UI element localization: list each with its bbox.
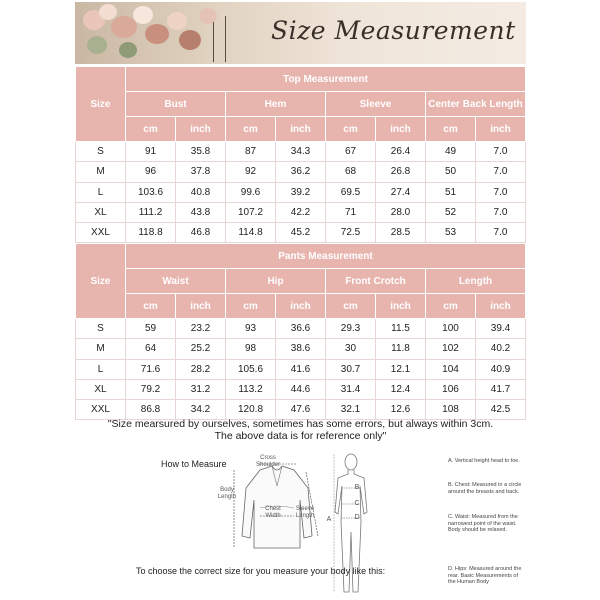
value-cell: 51 (426, 182, 476, 202)
value-cell: 26.4 (376, 142, 426, 162)
banner (75, 2, 526, 64)
value-cell: 41.6 (276, 359, 326, 379)
value-cell: 12.6 (376, 400, 426, 420)
size-header: Size (76, 244, 126, 319)
value-cell: 36.2 (276, 162, 326, 182)
value-cell: 39.2 (276, 182, 326, 202)
value-cell: 7.0 (476, 202, 526, 222)
value-cell: 7.0 (476, 182, 526, 202)
value-cell: 104 (426, 359, 476, 379)
value-cell: 28.2 (176, 359, 226, 379)
banner-title: Size Measurement (271, 16, 516, 45)
table-row (76, 400, 526, 420)
value-cell: 11.5 (376, 319, 426, 339)
group-header: Center Back Length (426, 92, 526, 117)
value-cell: 47.6 (276, 400, 326, 420)
value-cell: 30.7 (326, 359, 376, 379)
value-cell: 32.1 (326, 400, 376, 420)
unit-header: inch (476, 117, 526, 142)
value-cell: 98 (226, 339, 276, 359)
unit-header: cm (226, 117, 276, 142)
value-cell: 34.3 (276, 142, 326, 162)
value-cell: 36.6 (276, 319, 326, 339)
value-cell: 64 (126, 339, 176, 359)
value-cell: 113.2 (226, 379, 276, 399)
value-cell: 34.2 (176, 400, 226, 420)
figure-letter-b: B (354, 484, 360, 491)
value-cell: 7.0 (476, 223, 526, 243)
legend-item: A. Vertical height head to toe. (448, 458, 520, 464)
value-cell: 52 (426, 202, 476, 222)
value-cell: 11.8 (376, 339, 426, 359)
note-line: The above data is for reference only" (214, 430, 387, 442)
value-cell: 93 (226, 319, 276, 339)
unit-header: cm (126, 117, 176, 142)
body-figure-icon (330, 452, 372, 600)
cross-shoulder-label: Cross Shoulder (255, 455, 281, 468)
table-row (76, 223, 526, 243)
table-title: Top Measurement (126, 67, 526, 92)
unit-header: inch (276, 117, 326, 142)
value-cell: 44.6 (276, 379, 326, 399)
figure-letter-c: C (354, 500, 360, 507)
disclaimer-note (75, 418, 526, 442)
value-cell: 106 (426, 379, 476, 399)
value-cell: 37.8 (176, 162, 226, 182)
table-row (76, 339, 526, 359)
value-cell: 100 (426, 319, 476, 339)
value-cell: 107.2 (226, 202, 276, 222)
value-cell: 103.6 (126, 182, 176, 202)
value-cell: 49 (426, 142, 476, 162)
unit-header: inch (176, 294, 226, 319)
table-row (76, 319, 526, 339)
note-line: "Size mearsured by ourselves, sometimes has some errors, but always within 3cm. (107, 418, 494, 430)
value-cell: 40.9 (476, 359, 526, 379)
value-cell: 28.0 (376, 202, 426, 222)
unit-header: cm (426, 294, 476, 319)
value-cell: 23.2 (176, 319, 226, 339)
size-cell: XXL (76, 400, 126, 420)
group-header: Sleeve (326, 92, 426, 117)
table-row (76, 182, 526, 202)
value-cell: 27.4 (376, 182, 426, 202)
value-cell: 40.2 (476, 339, 526, 359)
value-cell: 102 (426, 339, 476, 359)
value-cell: 118.8 (126, 223, 176, 243)
value-cell: 69.5 (326, 182, 376, 202)
size-cell: XL (76, 379, 126, 399)
unit-header: inch (376, 117, 426, 142)
size-cell: M (76, 339, 126, 359)
value-cell: 59 (126, 319, 176, 339)
value-cell: 79.2 (126, 379, 176, 399)
value-cell: 96 (126, 162, 176, 182)
value-cell: 12.4 (376, 379, 426, 399)
unit-header: cm (326, 117, 376, 142)
legend-item: B. Chest: Measured in a circle around the breasts and back. (448, 482, 522, 495)
size-cell: S (76, 142, 126, 162)
value-cell: 67 (326, 142, 376, 162)
value-cell: 72.5 (326, 223, 376, 243)
value-cell: 35.8 (176, 142, 226, 162)
group-header: Hip (226, 269, 326, 294)
value-cell: 38.6 (276, 339, 326, 359)
table-row (76, 359, 526, 379)
size-cell: S (76, 319, 126, 339)
legend-item: C. Waist: Measured from the narrowest point of the waist. Body should be relaxed. (448, 514, 518, 533)
unit-header: inch (476, 294, 526, 319)
value-cell: 99.6 (226, 182, 276, 202)
value-cell: 31.4 (326, 379, 376, 399)
group-header: Hem (226, 92, 326, 117)
unit-header: cm (126, 294, 176, 319)
value-cell: 87 (226, 142, 276, 162)
unit-header: inch (376, 294, 426, 319)
value-cell: 46.8 (176, 223, 226, 243)
value-cell: 86.8 (126, 400, 176, 420)
value-cell: 114.8 (226, 223, 276, 243)
value-cell: 28.5 (376, 223, 426, 243)
how-to-measure-title: How to Measure (161, 459, 227, 469)
top-measurement-table (75, 66, 526, 243)
value-cell: 7.0 (476, 142, 526, 162)
value-cell: 68 (326, 162, 376, 182)
how-to-measure-section (75, 446, 526, 600)
value-cell: 50 (426, 162, 476, 182)
size-cell: M (76, 162, 126, 182)
value-cell: 53 (426, 223, 476, 243)
legend-item: D. Hips: Measured around the rear. Basic Measurements of the Human Body (448, 566, 522, 585)
table-row (76, 202, 526, 222)
value-cell: 105.6 (226, 359, 276, 379)
size-header: Size (76, 67, 126, 142)
value-cell: 108 (426, 400, 476, 420)
chest-width-label: Chest Width (265, 506, 281, 519)
sleeve-length-label: Sleeve Length (295, 506, 315, 519)
unit-header: cm (426, 117, 476, 142)
group-header: Waist (126, 269, 226, 294)
table-row (76, 379, 526, 399)
value-cell: 30 (326, 339, 376, 359)
value-cell: 71 (326, 202, 376, 222)
value-cell: 40.8 (176, 182, 226, 202)
pants-measurement-table (75, 243, 526, 420)
value-cell: 91 (126, 142, 176, 162)
value-cell: 42.5 (476, 400, 526, 420)
value-cell: 92 (226, 162, 276, 182)
unit-header: cm (326, 294, 376, 319)
size-cell: XL (76, 202, 126, 222)
size-cell: L (76, 359, 126, 379)
value-cell: 120.8 (226, 400, 276, 420)
value-cell: 25.2 (176, 339, 226, 359)
unit-header: cm (226, 294, 276, 319)
figure-letter-d: D (354, 514, 360, 521)
value-cell: 7.0 (476, 162, 526, 182)
value-cell: 26.8 (376, 162, 426, 182)
value-cell: 12.1 (376, 359, 426, 379)
value-cell: 43.8 (176, 202, 226, 222)
size-cell: L (76, 182, 126, 202)
body-length-label: Body Length (217, 487, 237, 500)
table-row (76, 142, 526, 162)
value-cell: 29.3 (326, 319, 376, 339)
value-cell: 39.4 (476, 319, 526, 339)
value-cell: 71.6 (126, 359, 176, 379)
unit-header: inch (276, 294, 326, 319)
size-cell: XXL (76, 223, 126, 243)
group-header: Length (426, 269, 526, 294)
group-header: Bust (126, 92, 226, 117)
value-cell: 42.2 (276, 202, 326, 222)
value-cell: 45.2 (276, 223, 326, 243)
value-cell: 41.7 (476, 379, 526, 399)
group-header: Front Crotch (326, 269, 426, 294)
value-cell: 31.2 (176, 379, 226, 399)
instruction-text: To choose the correct size for you measure your body like this: (136, 566, 386, 576)
figure-letter-a: A (326, 516, 332, 523)
unit-header: inch (176, 117, 226, 142)
table-title: Pants Measurement (126, 244, 526, 269)
table-row (76, 162, 526, 182)
value-cell: 111.2 (126, 202, 176, 222)
